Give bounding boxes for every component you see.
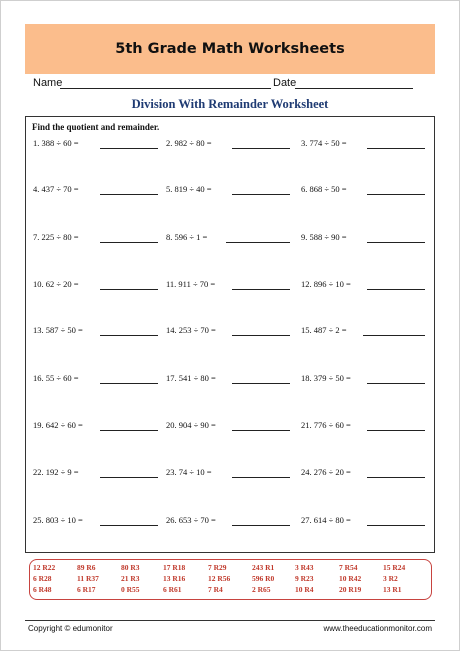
copyright-text: Copyright © edumonitor bbox=[28, 624, 113, 633]
answer-blank[interactable] bbox=[232, 194, 290, 195]
problem-1: 1. 388 ÷ 60 = bbox=[33, 138, 79, 150]
name-label: Name bbox=[33, 77, 63, 89]
answer-key-item: 243 R1 bbox=[252, 563, 275, 572]
answer-key-item: 11 R37 bbox=[77, 574, 99, 583]
answer-key-item: 17 R18 bbox=[163, 563, 186, 572]
date-label: Date bbox=[273, 77, 297, 89]
answer-key-item: 12 R22 bbox=[33, 563, 56, 572]
answer-blank[interactable] bbox=[232, 335, 290, 336]
problem-17: 17. 541 ÷ 80 = bbox=[166, 373, 216, 385]
answer-blank[interactable] bbox=[363, 335, 425, 336]
problem-19: 19. 642 ÷ 60 = bbox=[33, 420, 83, 432]
answer-blank[interactable] bbox=[100, 430, 158, 431]
problem-22: 22. 192 ÷ 9 = bbox=[33, 467, 79, 479]
answer-key-item: 80 R3 bbox=[121, 563, 140, 572]
problem-15: 15. 487 ÷ 2 = bbox=[301, 325, 347, 337]
footer-divider bbox=[25, 620, 435, 621]
answer-key-item: 0 R55 bbox=[121, 585, 140, 594]
problem-26: 26. 653 ÷ 70 = bbox=[166, 515, 216, 527]
problem-14: 14. 253 ÷ 70 = bbox=[166, 325, 216, 337]
answer-key-item: 13 R16 bbox=[163, 574, 186, 583]
answer-key-item: 3 R43 bbox=[295, 563, 314, 572]
answer-blank[interactable] bbox=[100, 289, 158, 290]
problem-5: 5. 819 ÷ 40 = bbox=[166, 184, 212, 196]
answer-blank[interactable] bbox=[232, 148, 290, 149]
answer-key-item: 6 R17 bbox=[77, 585, 96, 594]
answer-blank[interactable] bbox=[367, 289, 425, 290]
answer-key-item: 6 R28 bbox=[33, 574, 52, 583]
problem-20: 20. 904 ÷ 90 = bbox=[166, 420, 216, 432]
problems-box bbox=[25, 116, 435, 553]
worksheet-subtitle: Division With Remainder Worksheet bbox=[131, 97, 329, 111]
answer-blank[interactable] bbox=[232, 289, 290, 290]
answer-key-item: 3 R2 bbox=[383, 574, 398, 583]
problem-10: 10. 62 ÷ 20 = bbox=[33, 279, 79, 291]
problem-11: 11. 911 ÷ 70 = bbox=[166, 279, 215, 291]
answer-blank[interactable] bbox=[232, 477, 290, 478]
answer-blank[interactable] bbox=[100, 477, 158, 478]
answer-key-item: 21 R3 bbox=[121, 574, 140, 583]
problem-21: 21. 776 ÷ 60 = bbox=[301, 420, 351, 432]
answer-key-item: 10 R42 bbox=[339, 574, 362, 583]
answer-blank[interactable] bbox=[232, 430, 290, 431]
problem-18: 18. 379 ÷ 50 = bbox=[301, 373, 351, 385]
answer-blank[interactable] bbox=[100, 525, 158, 526]
answer-key-item: 9 R23 bbox=[295, 574, 314, 583]
answer-blank[interactable] bbox=[232, 383, 290, 384]
answer-blank[interactable] bbox=[100, 383, 158, 384]
answer-key-item: 6 R48 bbox=[33, 585, 52, 594]
answer-key-item: 10 R4 bbox=[295, 585, 314, 594]
answer-blank[interactable] bbox=[367, 477, 425, 478]
answer-key-item: 15 R24 bbox=[383, 563, 406, 572]
problem-16: 16. 55 ÷ 60 = bbox=[33, 373, 79, 385]
problem-8: 8. 596 ÷ 1 = bbox=[166, 232, 207, 244]
answer-blank[interactable] bbox=[100, 148, 158, 149]
answer-blank[interactable] bbox=[232, 525, 290, 526]
answer-key-item: 6 R61 bbox=[163, 585, 182, 594]
answer-blank[interactable] bbox=[367, 430, 425, 431]
website-link[interactable]: www.theeducationmonitor.com bbox=[323, 624, 432, 633]
problem-9: 9. 588 ÷ 90 = bbox=[301, 232, 347, 244]
answer-key-item: 7 R29 bbox=[208, 563, 227, 572]
answer-blank[interactable] bbox=[100, 242, 158, 243]
answer-blank[interactable] bbox=[367, 383, 425, 384]
problem-24: 24. 276 ÷ 20 = bbox=[301, 467, 351, 479]
answer-blank[interactable] bbox=[367, 194, 425, 195]
problem-12: 12. 896 ÷ 10 = bbox=[301, 279, 351, 291]
answer-key-item: 7 R54 bbox=[339, 563, 358, 572]
problem-4: 4. 437 ÷ 70 = bbox=[33, 184, 79, 196]
answer-key-item: 596 R0 bbox=[252, 574, 275, 583]
name-field[interactable] bbox=[60, 88, 271, 89]
problem-3: 3. 774 ÷ 50 = bbox=[301, 138, 347, 150]
answer-key-item: 20 R19 bbox=[339, 585, 362, 594]
answer-key-item: 89 R6 bbox=[77, 563, 96, 572]
answer-blank[interactable] bbox=[367, 242, 425, 243]
answer-key bbox=[29, 559, 432, 600]
problem-13: 13. 587 ÷ 50 = bbox=[33, 325, 83, 337]
page-title: 5th Grade Math Worksheets bbox=[115, 41, 345, 57]
instruction-text: Find the quotient and remainder. bbox=[32, 122, 160, 132]
answer-key-item: 13 R1 bbox=[383, 585, 402, 594]
answer-blank[interactable] bbox=[367, 148, 425, 149]
answer-key-item: 12 R56 bbox=[208, 574, 231, 583]
name-date-row bbox=[33, 77, 433, 91]
answer-key-item: 7 R4 bbox=[208, 585, 223, 594]
problem-2: 2. 982 ÷ 80 = bbox=[166, 138, 212, 150]
problem-6: 6. 868 ÷ 50 = bbox=[301, 184, 347, 196]
answer-blank[interactable] bbox=[367, 525, 425, 526]
answer-blank[interactable] bbox=[226, 242, 290, 243]
date-field[interactable] bbox=[295, 88, 413, 89]
answer-blank[interactable] bbox=[100, 335, 158, 336]
problem-23: 23. 74 ÷ 10 = bbox=[166, 467, 212, 479]
header-band bbox=[25, 24, 435, 74]
problem-25: 25. 803 ÷ 10 = bbox=[33, 515, 83, 527]
problem-27: 27. 614 ÷ 80 = bbox=[301, 515, 351, 527]
problem-7: 7. 225 ÷ 80 = bbox=[33, 232, 79, 244]
answer-key-item: 2 R65 bbox=[252, 585, 271, 594]
answer-blank[interactable] bbox=[100, 194, 158, 195]
